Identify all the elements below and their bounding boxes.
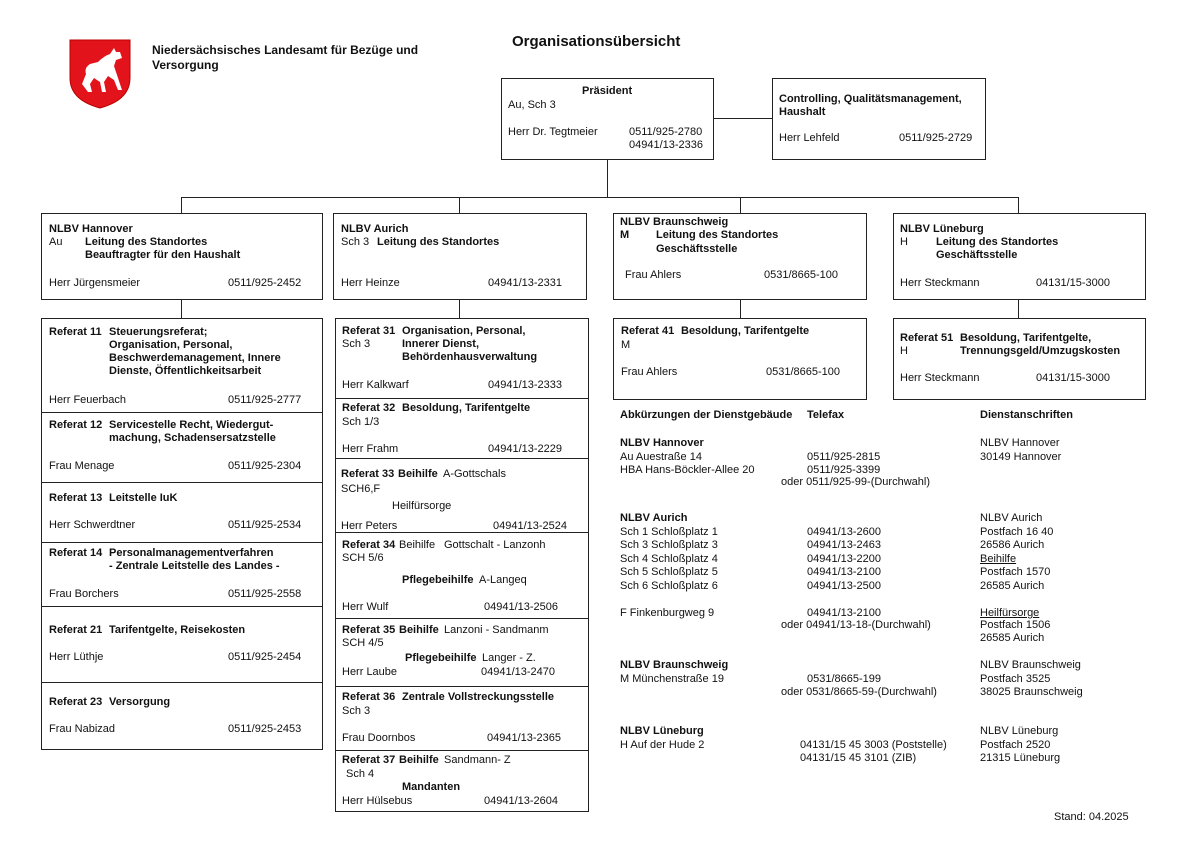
referat-number: Referat 13: [49, 492, 103, 504]
referat-person: Herr Schwerdtner: [49, 519, 136, 531]
president-box: [501, 78, 714, 160]
legend-address: Postfach 3525: [980, 673, 1051, 685]
legend-address: 30149 Hannover: [980, 451, 1062, 463]
referat-person: Herr Kalkwarf: [342, 379, 409, 391]
president-title: Präsident: [582, 85, 633, 97]
org-name-line1: Niedersächsisches Landesamt für Bezüge und: [152, 43, 419, 57]
connector-line: [607, 158, 608, 197]
legend-fax: 04941/13-2463: [807, 539, 882, 551]
referat-number: Referat 51: [900, 332, 954, 344]
lower-saxony-coat-of-arms-logo: [68, 38, 132, 110]
referat-subtitle-detail: Langer - Z.: [482, 652, 536, 664]
legend-header-fax: Telefax: [807, 409, 845, 421]
site-box-lueneburg: [893, 213, 1146, 300]
referat-number: Referat 11: [49, 326, 102, 338]
legend-address-heading: Beihilfe: [980, 553, 1017, 565]
referat-code: SCH 4/5: [342, 637, 384, 649]
referat-code: Sch 3: [342, 338, 371, 350]
referat-box-12: [41, 412, 323, 484]
site-person: Herr Heinze: [341, 277, 400, 289]
site-phone: 0511/925-2452: [228, 277, 302, 289]
referat-subtitle: Pflegebeihilfe: [402, 574, 474, 586]
referat-box-41: [613, 318, 867, 400]
legend-address: Postfach 16 40: [980, 526, 1054, 538]
president-code: Au, Sch 3: [508, 99, 556, 111]
connector-line: [459, 197, 460, 213]
referat-title: Leitstelle IuK: [109, 492, 178, 504]
referat-phone: 0511/925-2454: [228, 651, 302, 663]
referat-code: Sch 4: [346, 768, 375, 780]
referat-title: Zentrale Vollstreckungsstelle: [402, 691, 555, 703]
site-person: Frau Ahlers: [625, 269, 682, 281]
referat-subtitle: Pflegebeihilfe: [405, 652, 477, 664]
legend-address: NLBV Hannover: [980, 437, 1060, 449]
referat-person: Frau Borchers: [49, 588, 119, 600]
legend-address: 38025 Braunschweig: [980, 686, 1083, 698]
legend-site-name: NLBV Lüneburg: [620, 725, 704, 737]
referat-number: Referat 35: [342, 624, 396, 636]
legend-address: 26585 Aurich: [980, 580, 1045, 592]
connector-line: [181, 298, 182, 318]
connector-line: [712, 118, 772, 119]
site-code: H: [900, 236, 908, 248]
referat-code: SCH 5/6: [342, 552, 384, 564]
referat-title: Innerer Dienst,: [402, 338, 480, 350]
referat-box-14: [41, 542, 323, 608]
referat-title: Behördenhausverwaltung: [402, 351, 538, 363]
site-phone: 04941/13-2331: [488, 277, 563, 289]
legend-fax: 04941/13-2200: [807, 553, 882, 565]
referat-title: Tarifentgelte, Reisekosten: [109, 624, 246, 636]
site-role: Leitung des Standortes: [656, 229, 779, 241]
controlling-person: Herr Lehfeld: [779, 132, 840, 144]
referat-phone: 04941/13-2524: [493, 520, 568, 532]
referat-person: Herr Steckmann: [900, 372, 980, 384]
referat-person: Frau Doornbos: [342, 732, 416, 744]
referat-box-31: [335, 318, 589, 400]
referat-subtitle-detail: A-Langeq: [479, 574, 527, 586]
referat-title: Beihilfe: [398, 468, 438, 480]
referat-phone: 04131/15-3000: [1036, 372, 1111, 384]
org-name-line2: Versorgung: [152, 58, 219, 72]
referat-phone: 04941/13-2470: [481, 666, 556, 678]
site-box-braunschweig: [613, 213, 867, 300]
controlling-title2: Haushalt: [779, 106, 826, 118]
legend-building: Sch 3 Schloßplatz 3: [620, 539, 718, 551]
referat-phone: 04941/13-2604: [484, 795, 559, 807]
referat-box-36: [335, 686, 589, 752]
legend-building: Sch 6 Schloßplatz 6: [620, 580, 718, 592]
referat-title: Besoldung, Tarifentgelte: [681, 325, 810, 337]
connector-line: [740, 197, 741, 213]
referat-phone: 0511/925-2304: [228, 460, 302, 472]
referat-code: SCH6,F: [341, 483, 381, 495]
referat-box-34: [335, 532, 589, 620]
referat-number: Referat 33: [341, 468, 395, 480]
referat-box-33: [335, 458, 589, 534]
referat-phone: 0511/925-2534: [228, 519, 302, 531]
referat-title-detail: Sandmann- Z: [444, 754, 511, 766]
referat-title: Beihilfe: [399, 754, 439, 766]
referat-person: Herr Lüthje: [49, 651, 104, 663]
referat-subtitle: Mandanten: [402, 781, 461, 793]
referat-title: Beschwerdemanagement, Innere: [109, 352, 281, 364]
connector-line: [181, 197, 1019, 198]
site-code: Sch 3: [341, 236, 370, 248]
referat-box-13: [41, 482, 323, 544]
referat-title: Personalmanagementverfahren: [109, 547, 274, 559]
legend-building: HBA Hans-Böckler-Allee 20: [620, 464, 755, 476]
referat-title: Steuerungsreferat;: [109, 326, 208, 338]
referat-number: Referat 23: [49, 696, 103, 708]
stand-date: Stand: 04.2025: [1054, 811, 1129, 823]
legend-fax: 0511/925-2815: [807, 451, 881, 463]
site-name: NLBV Aurich: [341, 223, 409, 235]
legend-building: F Finkenburgweg 9: [620, 607, 715, 619]
site-name: NLBV Hannover: [49, 223, 133, 235]
legend-fax: oder 04941/13-18-(Durchwahl): [781, 619, 931, 631]
referat-title: - Zentrale Leitstelle des Landes -: [109, 560, 280, 572]
site-role: Leitung des Standortes: [85, 236, 208, 248]
referat-person: Herr Laube: [342, 666, 398, 678]
legend-address: 21315 Lüneburg: [980, 752, 1061, 764]
legend-site-name: NLBV Hannover: [620, 437, 704, 449]
referat-person: Herr Frahm: [342, 443, 399, 455]
legend-fax: 0531/8665-199: [807, 673, 882, 685]
referat-subtitle: Heilfürsorge: [392, 500, 452, 512]
legend-building: M Münchenstraße 19: [620, 673, 724, 685]
connector-line: [1018, 298, 1019, 318]
controlling-phone: 0511/925-2729: [899, 132, 973, 144]
controlling-title1: Controlling, Qualitätsmanagement,: [779, 93, 962, 105]
referat-phone: 04941/13-2333: [488, 379, 563, 391]
site-role: Beauftragter für den Haushalt: [85, 249, 241, 261]
referat-title: Organisation, Personal,: [109, 339, 233, 351]
president-phone2: 04941/13-2336: [629, 139, 704, 151]
referat-number: Referat 21: [49, 624, 103, 636]
referat-title: Dienste, Öffentlichkeitsarbeit: [109, 365, 262, 377]
connector-line: [740, 298, 741, 318]
legend-fax: oder 0531/8665-59-(Durchwahl): [781, 686, 937, 698]
referat-box-21: [41, 606, 323, 684]
president-person: Herr Dr. Tegtmeier: [508, 126, 598, 138]
legend-address: Postfach 2520: [980, 739, 1051, 751]
legend-building: Au Auestraße 14: [620, 451, 702, 463]
referat-person: Frau Nabizad: [49, 723, 116, 735]
referat-phone: 0531/8665-100: [766, 366, 841, 378]
referat-title-detail: A-Gottschals: [443, 468, 506, 480]
referat-person: Herr Peters: [341, 520, 398, 532]
legend-fax: 0511/925-3399: [807, 464, 881, 476]
legend-address: Postfach 1506: [980, 619, 1051, 631]
referat-person: Frau Ahlers: [621, 366, 678, 378]
legend-fax: 04941/13-2500: [807, 580, 882, 592]
referat-number: Referat 41: [621, 325, 675, 337]
referat-phone: 04941/13-2365: [487, 732, 562, 744]
page-title: Organisationsübersicht: [512, 33, 681, 50]
connector-line: [181, 197, 182, 213]
site-person: Herr Jürgensmeier: [49, 277, 141, 289]
referat-box-35: [335, 618, 589, 688]
legend-fax: 04131/15 45 3101 (ZIB): [800, 752, 917, 764]
referat-box-37: [335, 750, 589, 812]
referat-phone: 04941/13-2229: [488, 443, 563, 455]
legend-address: NLBV Aurich: [980, 512, 1043, 524]
referat-person: Frau Menage: [49, 460, 115, 472]
legend-fax: 04941/13-2100: [807, 607, 882, 619]
referat-title: Servicestelle Recht, Wiedergut-: [109, 419, 274, 431]
referat-title: Versorgung: [109, 696, 171, 708]
site-role: Geschäftsstelle: [656, 243, 738, 255]
legend-building: Sch 4 Schloßplatz 4: [620, 553, 718, 565]
legend-site-name: NLBV Aurich: [620, 512, 688, 524]
referat-title: Beihilfe: [399, 624, 439, 636]
legend-address: NLBV Lüneburg: [980, 725, 1059, 737]
site-role: Leitung des Standortes: [377, 236, 500, 248]
legend-header-address: Dienstanschriften: [980, 409, 1073, 421]
referat-phone: 04941/13-2506: [484, 601, 559, 613]
referat-phone: 0511/925-2777: [228, 394, 302, 406]
referat-box-32: [335, 398, 589, 460]
referat-box-23: [41, 682, 323, 750]
referat-code: H: [900, 345, 908, 357]
legend-address: 26585 Aurich: [980, 632, 1045, 644]
site-code: Au: [49, 236, 63, 248]
referat-title: Organisation, Personal,: [402, 325, 526, 337]
connector-line: [1018, 197, 1019, 213]
referat-number: Referat 14: [49, 547, 103, 559]
legend-fax: 04131/15 45 3003 (Poststelle): [800, 739, 947, 751]
referat-title: machung, Schadensersatzstelle: [109, 432, 276, 444]
legend-header-abbr: Abkürzungen der Dienstgebäude: [620, 409, 793, 421]
referat-number: Referat 31: [342, 325, 396, 337]
referat-person: Herr Feuerbach: [49, 394, 127, 406]
referat-number: Referat 36: [342, 691, 396, 703]
legend-address-heading: Heilfürsorge: [980, 607, 1040, 619]
site-name: NLBV Lüneburg: [900, 223, 984, 235]
president-phone1: 0511/925-2780: [629, 126, 703, 138]
referat-person: Herr Hülsebus: [342, 795, 413, 807]
referat-title: Beihilfe: [399, 539, 436, 551]
legend-fax: oder 0511/925-99-(Durchwahl): [781, 476, 930, 488]
referat-box-51: [893, 318, 1146, 400]
referat-title: Trennungsgeld/Umzugskosten: [960, 345, 1121, 357]
site-person: Herr Steckmann: [900, 277, 980, 289]
referat-person: Herr Wulf: [342, 601, 389, 613]
controlling-box: [772, 78, 986, 160]
legend-fax: 04941/13-2100: [807, 566, 882, 578]
site-box-hannover: [41, 213, 323, 300]
referat-code: M: [621, 339, 631, 351]
legend-building: Sch 1 Schloßplatz 1: [620, 526, 718, 538]
legend-site-name: NLBV Braunschweig: [620, 659, 729, 671]
referat-code: Sch 1/3: [342, 416, 380, 428]
referat-phone: 0511/925-2558: [228, 588, 302, 600]
referat-phone: 0511/925-2453: [228, 723, 302, 735]
referat-number: Referat 12: [49, 419, 103, 431]
legend-address: NLBV Braunschweig: [980, 659, 1081, 671]
site-code: M: [620, 229, 630, 241]
referat-number: Referat 32: [342, 402, 396, 414]
legend-address: Postfach 1570: [980, 566, 1051, 578]
referat-number: Referat 34: [342, 539, 396, 551]
legend-address: 26586 Aurich: [980, 539, 1045, 551]
legend-fax: 04941/13-2600: [807, 526, 882, 538]
referat-code: Sch 3: [342, 705, 371, 717]
legend-building: Sch 5 Schloßplatz 5: [620, 566, 718, 578]
site-role: Geschäftsstelle: [936, 249, 1018, 261]
referat-title-detail: Gottschalt - Lanzonh: [444, 539, 546, 551]
site-role: Leitung des Standortes: [936, 236, 1059, 248]
connector-line: [459, 298, 460, 318]
referat-title: Besoldung, Tarifentgelte,: [960, 332, 1092, 344]
legend-building: H Auf der Hude 2: [620, 739, 705, 751]
site-box-aurich: [333, 213, 587, 300]
referat-title-detail: Lanzoni - Sandmanm: [444, 624, 549, 636]
site-phone: 0531/8665-100: [764, 269, 839, 281]
referat-title: Besoldung, Tarifentgelte: [402, 402, 531, 414]
referat-number: Referat 37: [342, 754, 396, 766]
site-phone: 04131/15-3000: [1036, 277, 1111, 289]
referat-box-11: [41, 318, 323, 414]
site-name: NLBV Braunschweig: [620, 216, 729, 228]
